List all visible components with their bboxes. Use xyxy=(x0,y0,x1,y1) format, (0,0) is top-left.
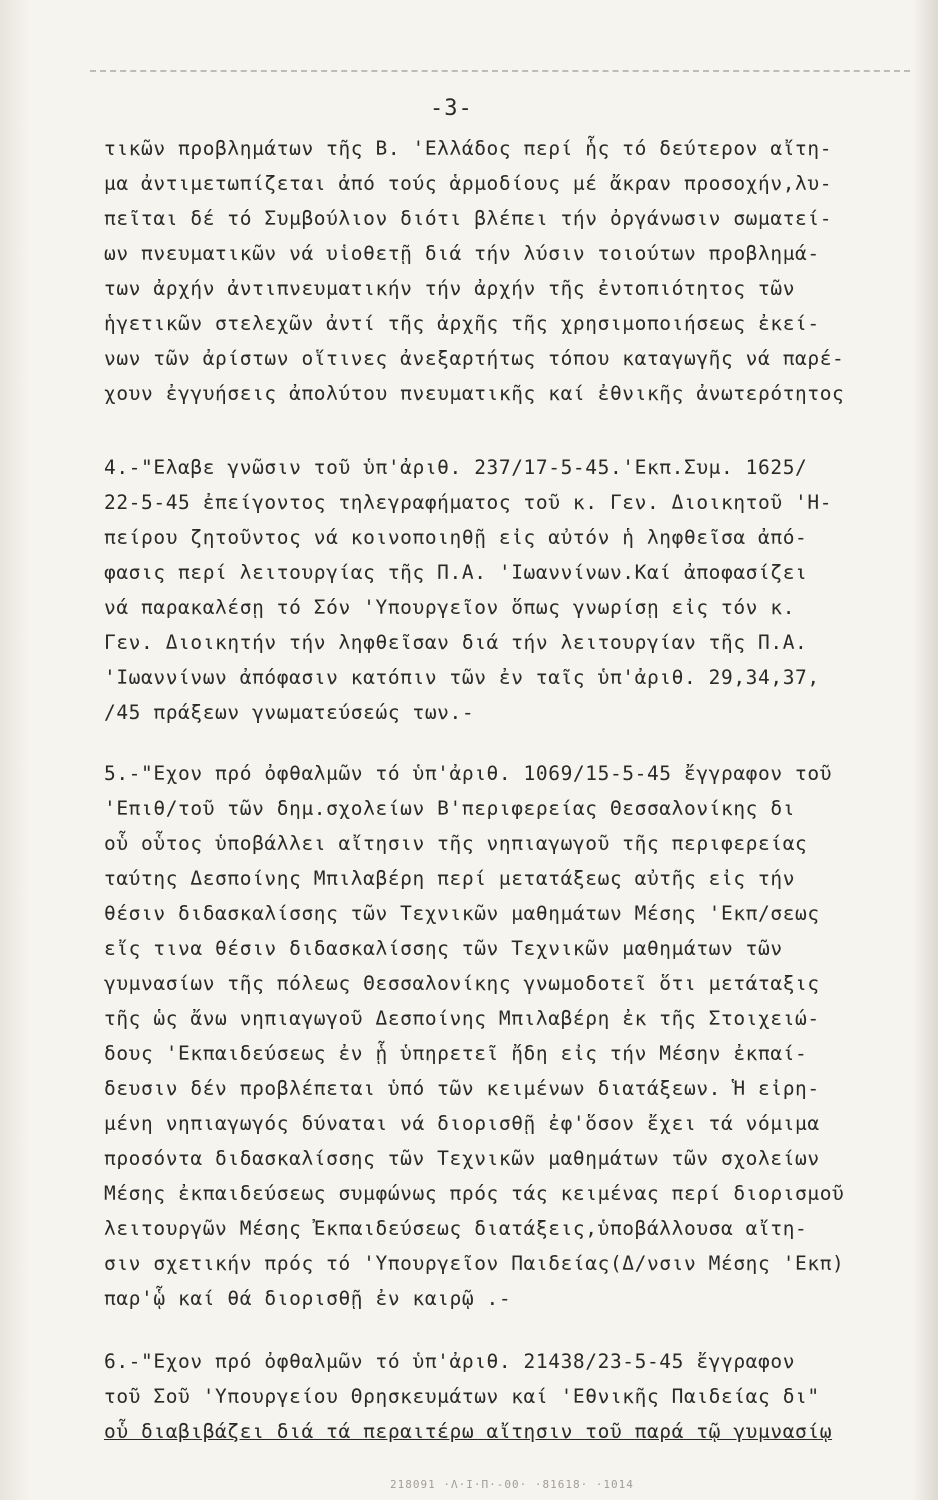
paragraph-item-6 xyxy=(104,1344,904,1449)
text-line: δους 'Εκπαιδεύσεως ἐν ᾗ ὑπηρετεῖ ἤδη εἰς τήν Μέσην ἐκπαί- xyxy=(104,1042,808,1065)
text-line: 5.-"Εχον πρό ὀφθαλμῶν τό ὑπ'ἀριθ. 1069/15-5-45 ἔγγραφον τοῦ xyxy=(104,762,833,785)
paragraph-item-5 xyxy=(104,756,904,1316)
text-line: 'Επιθ/τοῦ τῶν δημ.σχολείων Β'περιφερείας Θεσσαλονίκης δι xyxy=(104,797,796,820)
text-line: πείρου ζητοῦντος νά κοινοποιηθῇ εἰς αὐτόν ἡ ληφθεῖσα ἀπό- xyxy=(104,526,808,549)
text-line: πεῖται δέ τό Συμβούλιον διότι βλέπει τήν ὀργάνωσιν σωματεί- xyxy=(104,207,833,230)
page-right-edge xyxy=(912,0,938,1500)
page-left-edge xyxy=(0,0,30,1500)
text-line: /45 πράξεων γνωματεύσεώς των.- xyxy=(104,701,475,724)
text-line: θέσιν διδασκαλίσσης τῶν Τεχνικῶν μαθημάτων Μέσης 'Εκπ/σεως xyxy=(104,902,820,925)
text-line: σιν σχετικήν πρός τό 'Υπουργεῖον Παιδείας(Δ/νσιν Μέσης 'Εκπ) xyxy=(104,1252,845,1275)
text-line-underlined: οὗ διαβιβάζει διά τά περαιτέρω αἴτησιν τοῦ παρά τῷ γυμνασίῳ xyxy=(104,1420,833,1443)
page-number: -3- xyxy=(430,96,473,121)
text-line: ων πνευματικῶν νά υἱοθετῇ διά τήν λύσιν τοιούτων προβλημά- xyxy=(104,242,820,265)
text-line: παρ'ᾧ καί θά διορισθῇ ἐν καιρῷ .- xyxy=(104,1287,512,1310)
text-line: λειτουργῶν Μέσης Ἐκπαιδεύσεως διατάξεις,ὑποβάλλουσα αἴτη- xyxy=(104,1217,808,1240)
top-rule xyxy=(90,70,910,74)
text-line: νά παρακαλέσῃ τό Σόν 'Υπουργεῖον ὅπως γνωρίσῃ εἰς τόν κ. xyxy=(104,596,796,619)
text-line: των ἀρχήν ἀντιπνευματικήν τήν ἀρχήν τῆς ἐντοπιότητος τῶν xyxy=(104,277,796,300)
bottom-margin-stamp: 218091 ·Λ·Ι·Π·-00· ·81618· ·1014 xyxy=(390,1478,634,1491)
text-line: γυμνασίων τῆς πόλεως Θεσσαλονίκης γνωμοδοτεῖ ὅτι μετάταξις xyxy=(104,972,820,995)
text-line: προσόντα διδασκαλίσσης τῶν Τεχνικῶν μαθημάτων τῶν σχολείων xyxy=(104,1147,820,1170)
text-line: μα ἀντιμετωπίζεται ἀπό τούς ἁρμοδίους μέ ἄκραν προσοχήν,λυ- xyxy=(104,172,833,195)
paragraph-item-4 xyxy=(104,450,904,730)
text-line: Γεν. Διοικητήν τήν ληφθεῖσαν διά τήν λειτουργίαν τῆς Π.Α. xyxy=(104,631,808,654)
text-line: δευσιν δέν προβλέπεται ὑπό τῶν κειμένων διατάξεων. Ἡ εἰρη- xyxy=(104,1077,820,1100)
text-line: τοῦ Σοῦ 'Υπουργείου Θρησκευμάτων καί 'Εθνικῆς Παιδείας δι" xyxy=(104,1385,820,1408)
text-line: φασις περί λειτουργίας τῆς Π.Α. 'Ιωαννίνων.Καί ἀποφασίζει xyxy=(104,561,808,584)
text-line: 6.-"Εχον πρό ὀφθαλμῶν τό ὑπ'ἀριθ. 21438/23-5-45 ἔγγραφον xyxy=(104,1350,796,1373)
text-line: μένη νηπιαγωγός δύναται νά διορισθῇ ἐφ'ὅσον ἔχει τά νόμιμα xyxy=(104,1112,820,1135)
text-line: νων τῶν ἀρίστων οἵτινες ἀνεξαρτήτως τόπου καταγωγῆς νά παρέ- xyxy=(104,347,845,370)
text-line: Μέσης ἐκπαιδεύσεως συμφώνως πρός τάς κειμένας περί διορισμοῦ xyxy=(104,1182,845,1205)
text-line: οὗ οὗτος ὑποβάλλει αἴτησιν τῆς νηπιαγωγοῦ τῆς περιφερείας xyxy=(104,832,808,855)
text-line: ἡγετικῶν στελεχῶν ἀντί τῆς ἀρχῆς τῆς χρησιμοποιήσεως ἐκεί- xyxy=(104,312,820,335)
text-line: 'Ιωαννίνων ἀπόφασιν κατόπιν τῶν ἐν ταῖς ὑπ'ἀριθ. 29,34,37, xyxy=(104,666,820,689)
text-line: ταύτης Δεσποίνης Μπιλαβέρη περί μετατάξεως αὐτῆς εἰς τήν xyxy=(104,867,796,890)
paragraph-continuation xyxy=(104,131,904,411)
text-line: εἴς τινα θέσιν διδασκαλίσσης τῶν Τεχνικῶν μαθημάτων τῶν xyxy=(104,937,783,960)
text-line: τικῶν προβλημάτων τῆς Β. 'Ελλάδος περί ἧς τό δεύτερον αἴτη- xyxy=(104,137,833,160)
text-line: τῆς ὡς ἄνω νηπιαγωγοῦ Δεσποίνης Μπιλαβέρη ἐκ τῆς Στοιχειώ- xyxy=(104,1007,820,1030)
text-line: 22-5-45 ἐπείγοντος τηλεγραφήματος τοῦ κ. Γεν. Διοικητοῦ 'Η- xyxy=(104,491,833,514)
text-line: 4.-"Ελαβε γνῶσιν τοῦ ὑπ'ἀριθ. 237/17-5-45.'Εκπ.Συμ. 1625/ xyxy=(104,456,808,479)
text-line: χουν ἐγγυήσεις ἀπολύτου πνευματικῆς καί ἐθνικῆς ἀνωτερότητος xyxy=(104,382,845,405)
